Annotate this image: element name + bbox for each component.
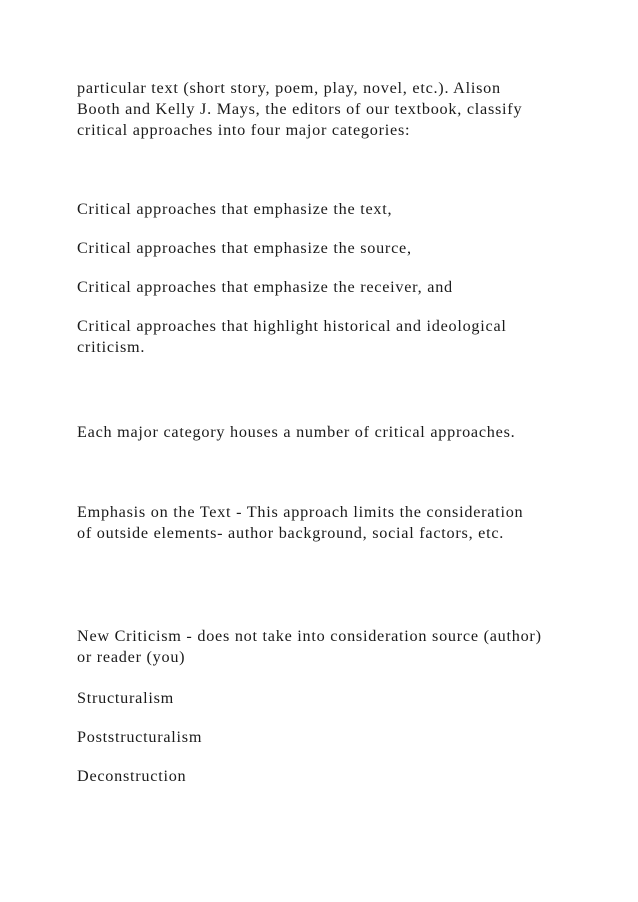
text-line: Critical approaches that emphasize the receiver, and — [77, 278, 453, 296]
text-line: Structuralism — [77, 689, 174, 707]
text-line: Critical approaches that emphasize the text, — [77, 200, 393, 218]
text-line: Emphasis on the Text - This approach limits the consideration — [77, 503, 524, 521]
category-note-paragraph — [77, 422, 577, 443]
deconstruction-paragraph — [77, 766, 577, 787]
category-receiver-paragraph — [77, 277, 577, 298]
text-line: Critical approaches that highlight historical and ideological — [77, 317, 507, 335]
text-line: criticism. — [77, 338, 146, 356]
text-line: Each major category houses a number of critical approaches. — [77, 423, 516, 441]
emphasis-text-paragraph — [77, 502, 577, 544]
new-criticism-paragraph — [77, 626, 577, 668]
text-line: particular text (short story, poem, play, novel, etc.). Alison — [77, 79, 501, 97]
poststructuralism-paragraph — [77, 727, 577, 748]
text-line: Deconstruction — [77, 767, 187, 785]
category-source-paragraph — [77, 238, 577, 259]
structuralism-paragraph — [77, 688, 577, 709]
intro-paragraph — [77, 78, 577, 141]
text-line: Booth and Kelly J. Mays, the editors of our textbook, classify — [77, 100, 523, 118]
text-line: New Criticism - does not take into consideration source (author) — [77, 627, 542, 645]
text-line: Poststructuralism — [77, 728, 203, 746]
text-line: critical approaches into four major categories: — [77, 121, 411, 139]
text-line: or reader (you) — [77, 648, 186, 666]
text-line: of outside elements- author background, social factors, etc. — [77, 524, 505, 542]
category-historical-paragraph — [77, 316, 577, 358]
text-line: Critical approaches that emphasize the source, — [77, 239, 412, 257]
category-text-paragraph — [77, 199, 577, 220]
